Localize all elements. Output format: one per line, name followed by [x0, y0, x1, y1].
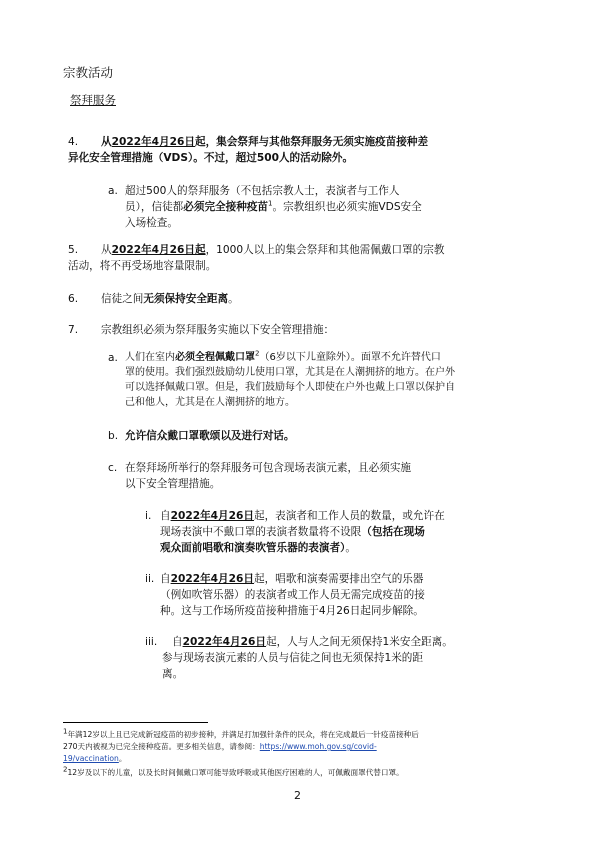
- item-7c-ii-line-1: 自2022年4月26日起，唱歌和演奏需要排出空气的乐器: [160, 573, 424, 585]
- item-4a-line-3: 入场检查。: [125, 217, 178, 229]
- paragraph-number: 5.: [68, 244, 79, 256]
- paragraph-4-line-1: 从2022年4月26日起，集会祭拜与其他祭拜服务无须实施疫苗接种差: [101, 136, 429, 148]
- paragraph-4-line-2: 异化安全管理措施（VDS）。不过，超过500人的活动除外。: [68, 152, 354, 164]
- item-7c-line-1: 在祭拜场所举行的祭拜服务可包含现场表演元素，且必须实施: [125, 462, 412, 474]
- item-label: c.: [108, 462, 118, 474]
- item-7c-i-line-1: 自2022年4月26日起，表演者和工作人员的数量，或允许在: [160, 510, 445, 522]
- subitem-label: iii.: [145, 636, 158, 648]
- item-7c-i-line-2: 现场表演中不戴口罩的表演者数量将不设限（包括在现场: [160, 526, 425, 538]
- item-label: b.: [108, 430, 119, 442]
- paragraph-5-line-2: 活动，将不再受场地容量限制。: [68, 260, 217, 272]
- footnote-link-continued[interactable]: 19/vaccination: [63, 754, 119, 763]
- paragraph-number: 4.: [68, 136, 79, 148]
- footnote-2: $^2$12岁及以下的儿童，以及长时间佩戴口罩可能导致呼吸或其他医疗困难的人，可佩戴面罩代替口罩。: [63, 765, 404, 777]
- item-7c-iii-line-1: 自2022年4月26日起，人与人之间无须保持1米安全距离。: [172, 636, 453, 648]
- footnote-1-line-3: 19/vaccination。: [63, 754, 127, 763]
- item-7b: 允许信众戴口罩歌颂以及进行对话。: [125, 430, 295, 442]
- item-7c-iii-line-3: 离。: [162, 668, 184, 680]
- item-7a-line-4: 己和他人，尤其是在人潮拥挤的地方。: [125, 397, 295, 408]
- item-7c-ii-line-3: 种。这与工作场所疫苗接种措施于4月26日起同步解除。: [160, 605, 424, 617]
- paragraph-6: 信徒之间无须保持安全距离。: [101, 293, 239, 305]
- footnote-separator: [63, 722, 208, 723]
- item-label: a.: [108, 185, 118, 197]
- paragraph-number: 6.: [68, 293, 79, 305]
- item-7a-line-3: 可以选择佩戴口罩。但是，我们鼓励每个人即使在户外也戴上口罩以保护自: [125, 382, 455, 393]
- item-7c-line-2: 以下安全管理措施。: [125, 478, 221, 490]
- footnote-1-line-2: 270天内被视为已完全接种疫苗。更多相关信息，请参阅：https://www.moh.gov.sg/covid-: [63, 742, 377, 751]
- item-7c-i-line-3: 观众面前唱歌和演奏吹管乐器的表演者）。: [160, 542, 356, 554]
- section-title: 宗教活动: [63, 65, 114, 80]
- item-7a-line-2: 罩的使用。我们强烈鼓励幼儿使用口罩，尤其是在人潮拥挤的地方。在户外: [125, 367, 455, 378]
- item-7a-line-1: 人们在室内必须全程佩戴口罩$^2$（6岁以下儿童除外）。面罩不允许替代口: [125, 349, 441, 363]
- item-7c-iii-line-2: 参与现场表演元素的人员与信徒之间也无须保持1米的距: [162, 652, 423, 664]
- paragraph-7: 宗教组织必须为祭拜服务实施以下安全管理措施：: [101, 324, 335, 336]
- footnote-link[interactable]: https://www.moh.gov.sg/covid-: [259, 742, 377, 751]
- paragraph-5-line-1: 从2022年4月26日起，1000人以上的集会祭拜和其他需佩戴口罩的宗教: [101, 244, 445, 256]
- page-number: 2: [294, 789, 301, 802]
- subitem-label: i.: [145, 510, 152, 522]
- item-7c-ii-line-2: （例如吹管乐器）的表演者或工作人员无需完成疫苗的接: [160, 589, 425, 601]
- footnote-1-line-1: $^1$年满12岁以上且已完成新冠疫苗的初步接种，并满足打加强针条件的民众，将在完成最后一针疫苗接种后: [63, 727, 419, 739]
- subsection-title: 祭拜服务: [70, 93, 116, 107]
- subitem-label: ii.: [145, 573, 155, 585]
- paragraph-number: 7.: [68, 324, 79, 336]
- item-4a-line-1: 超过500人的祭拜服务（不包括宗教人士，表演者与工作人: [125, 185, 400, 197]
- item-4a-line-2: 员），信徒都必须完全接种疫苗$^1$。宗教组织也必须实施VDS安全: [125, 199, 422, 213]
- item-label: a.: [108, 352, 118, 364]
